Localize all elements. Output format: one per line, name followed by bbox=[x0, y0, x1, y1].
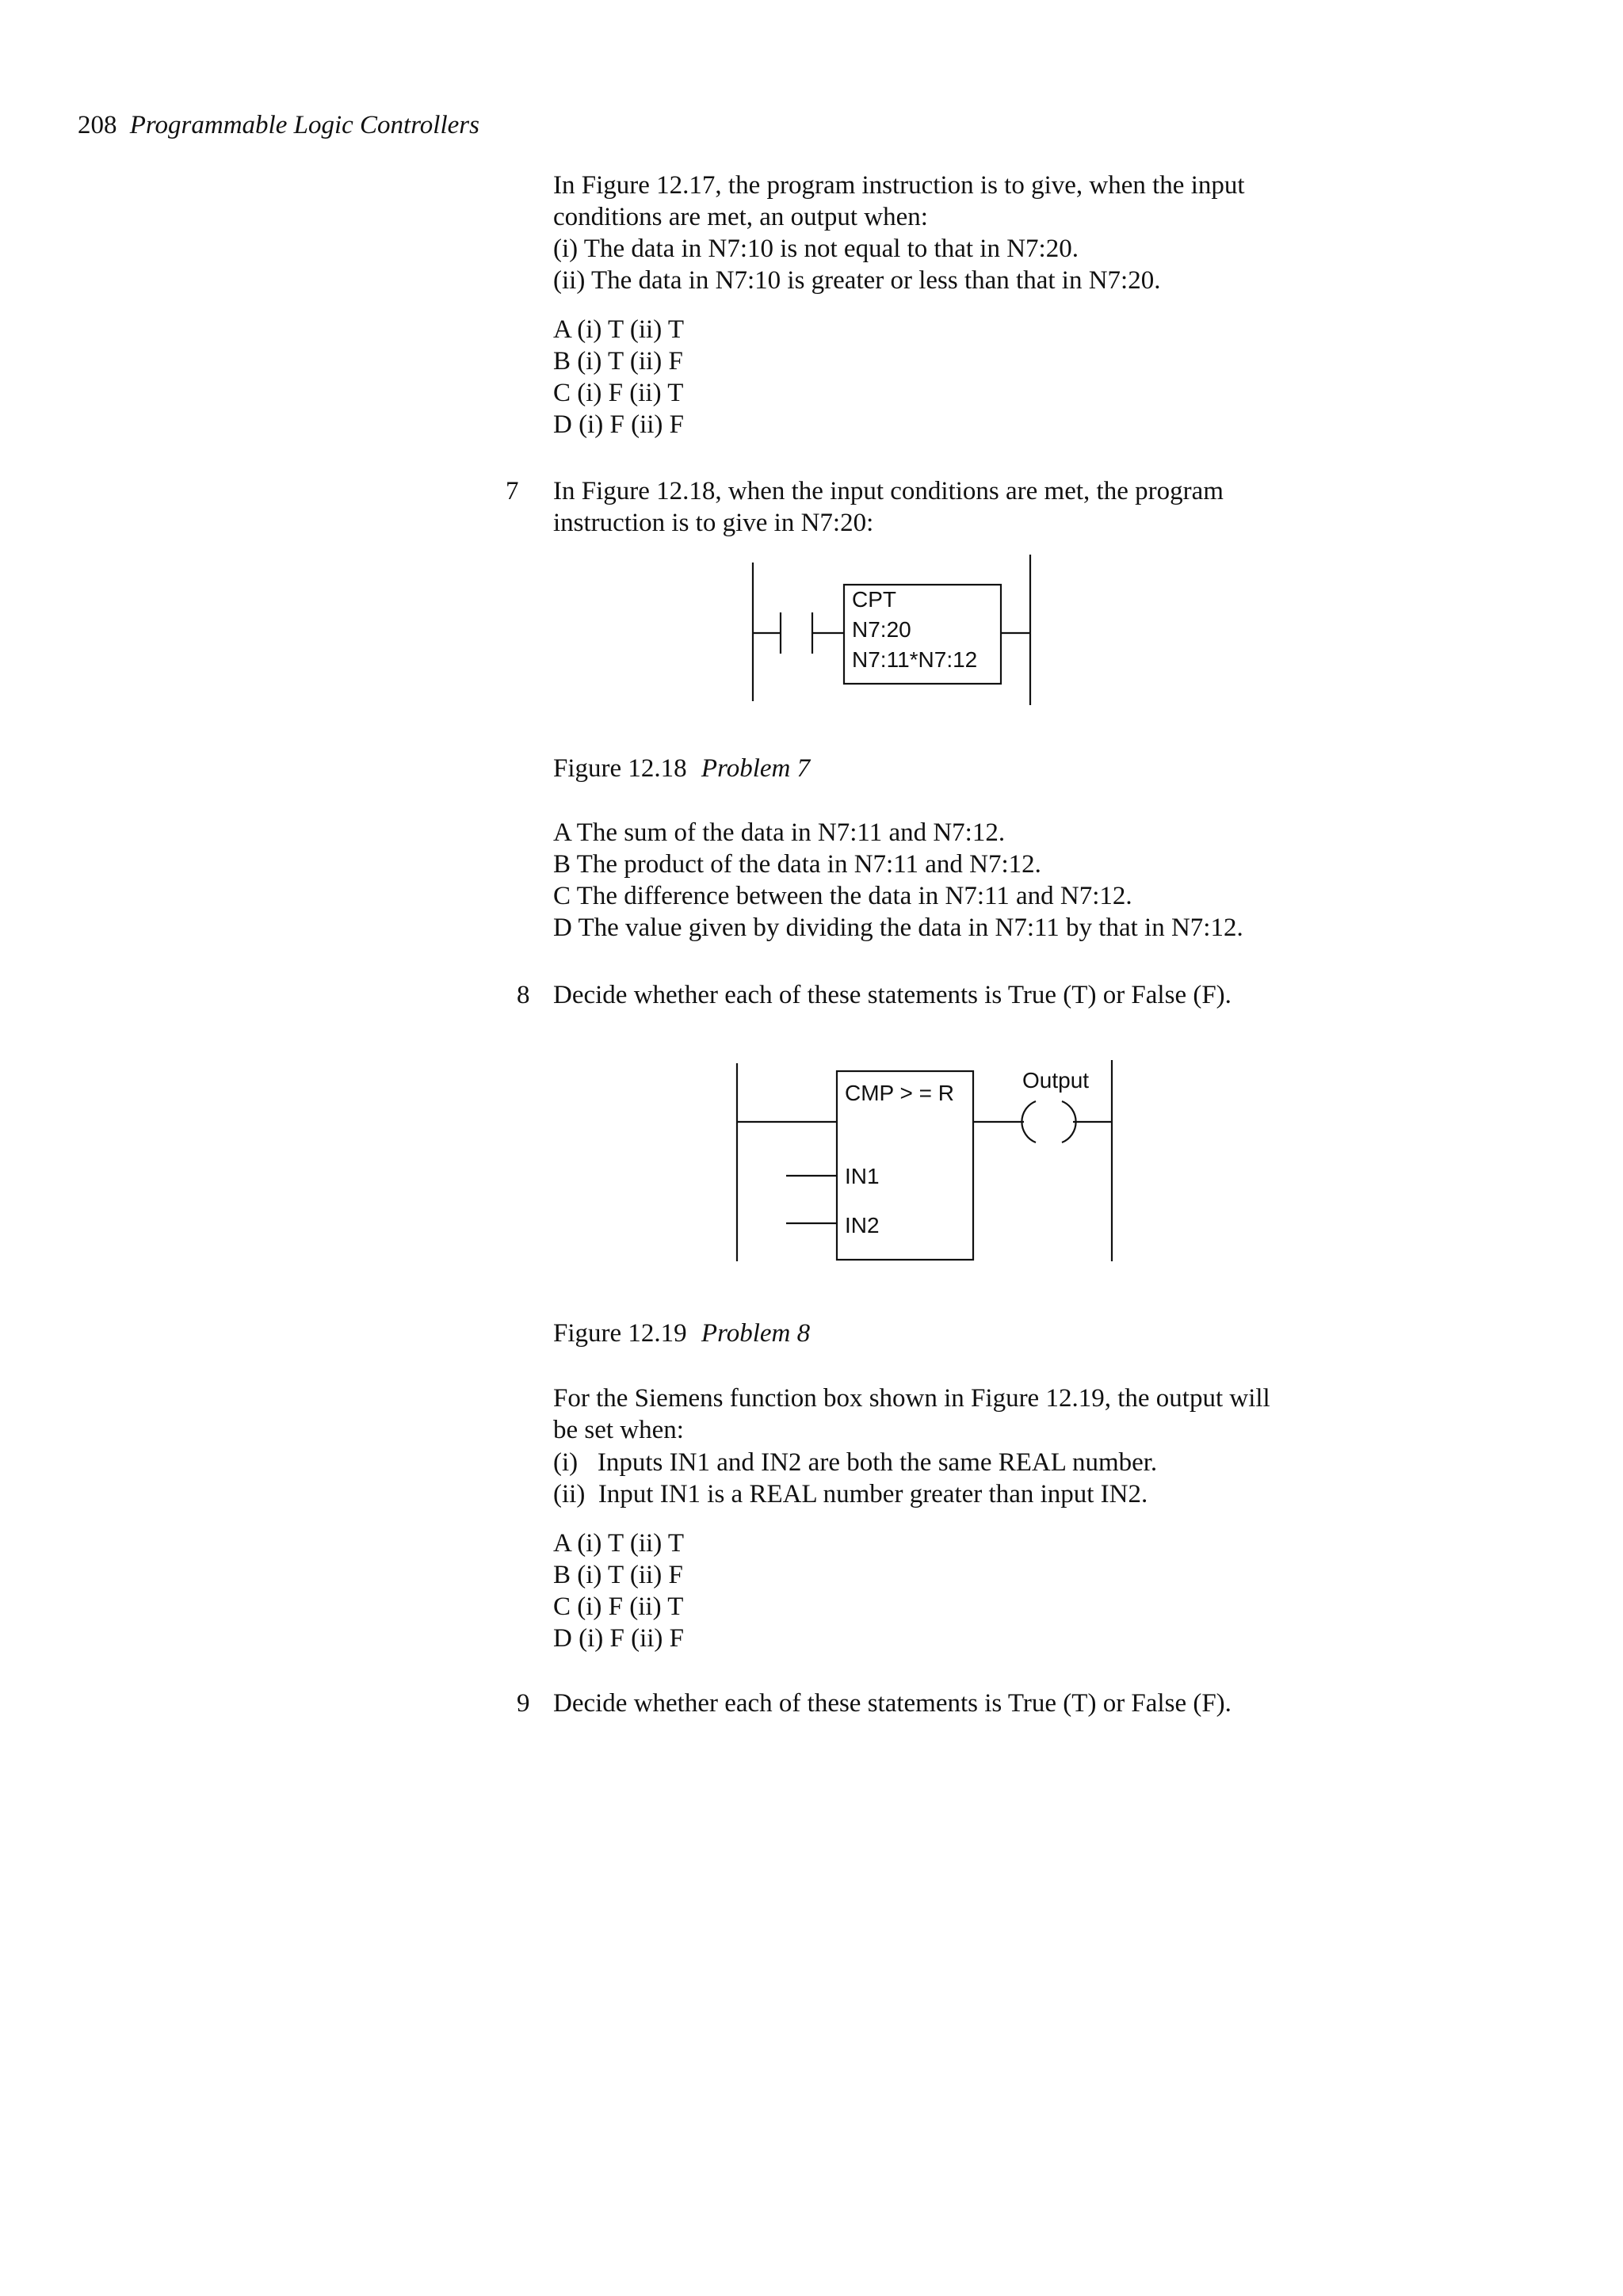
figure-12-18-caption bbox=[553, 753, 810, 784]
caption-label: Figure 12.18 bbox=[553, 754, 687, 783]
q6-stem-line2: conditions are met, an output when: bbox=[553, 203, 928, 231]
q8-option-a: A (i) T (ii) T bbox=[553, 1529, 684, 1558]
q6-statement-ii: (ii) The data in N7:10 is greater or less than that in N7:20. bbox=[553, 266, 1161, 295]
q8-statement-ii: (ii) Input IN1 is a REAL number greater than input IN2. bbox=[553, 1480, 1148, 1508]
page-number: 208 bbox=[78, 111, 117, 139]
q9-number: 9 bbox=[517, 1689, 530, 1718]
running-header bbox=[78, 109, 479, 141]
q6-statement-i: (i) The data in N7:10 is not equal to that in N7:20. bbox=[553, 235, 1079, 263]
output-label: Output bbox=[1022, 1068, 1090, 1093]
figure-12-18-ladder-diagram bbox=[737, 551, 1054, 709]
cpt-box-line-2: N7:20 bbox=[852, 617, 911, 642]
q8-stem: Decide whether each of these statements is True (T) or False (F). bbox=[553, 981, 1232, 1009]
in2-label: IN2 bbox=[845, 1213, 880, 1238]
in1-label: IN1 bbox=[845, 1164, 880, 1188]
q8-option-c: C (i) F (ii) T bbox=[553, 1592, 684, 1621]
figure-12-19-caption bbox=[553, 1318, 810, 1349]
q8-option-b: B (i) T (ii) F bbox=[553, 1561, 683, 1589]
q6-stem-line1: In Figure 12.17, the program instruction is to give, when the input bbox=[553, 171, 1245, 200]
q8-number: 8 bbox=[517, 981, 530, 1009]
q8-statement-i: (i) Inputs IN1 and IN2 are both the same REAL number. bbox=[553, 1448, 1158, 1477]
q7-stem-line2: instruction is to give in N7:20: bbox=[553, 509, 874, 537]
cpt-box-line-1: CPT bbox=[852, 587, 896, 612]
q7-stem-line1: In Figure 12.18, when the input conditions are met, the program bbox=[553, 477, 1224, 505]
q8-para-line1: For the Siemens function box shown in Figure 12.19, the output will bbox=[553, 1384, 1270, 1413]
q6-option-c: C (i) F (ii) T bbox=[553, 379, 684, 407]
cmp-box-title: CMP > = R bbox=[845, 1081, 954, 1105]
q6-option-d: D (i) F (ii) F bbox=[553, 410, 684, 439]
q8-option-d: D (i) F (ii) F bbox=[553, 1624, 684, 1653]
coil-left-arc bbox=[1022, 1101, 1036, 1142]
q7-option-c: C The difference between the data in N7:11 and N7:12. bbox=[553, 882, 1132, 910]
q7-option-a: A The sum of the data in N7:11 and N7:12. bbox=[553, 818, 1006, 847]
caption-title: Problem 7 bbox=[701, 754, 811, 783]
cpt-box-line-3: N7:11*N7:12 bbox=[852, 647, 978, 672]
book-title: Programmable Logic Controllers bbox=[129, 111, 479, 139]
q7-option-b: B The product of the data in N7:11 and N7:12. bbox=[553, 850, 1041, 879]
q9-stem: Decide whether each of these statements is True (T) or False (F). bbox=[553, 1689, 1232, 1718]
caption-label: Figure 12.19 bbox=[553, 1319, 687, 1348]
figure-12-19-function-box-diagram bbox=[729, 1054, 1125, 1268]
caption-title: Problem 8 bbox=[701, 1319, 811, 1348]
q7-option-d: D The value given by dividing the data in N7:11 by that in N7:12. bbox=[553, 913, 1243, 942]
q7-number: 7 bbox=[506, 477, 519, 505]
q8-para-line2: be set when: bbox=[553, 1416, 684, 1444]
q6-option-a: A (i) T (ii) T bbox=[553, 315, 684, 344]
q6-option-b: B (i) T (ii) F bbox=[553, 347, 683, 376]
